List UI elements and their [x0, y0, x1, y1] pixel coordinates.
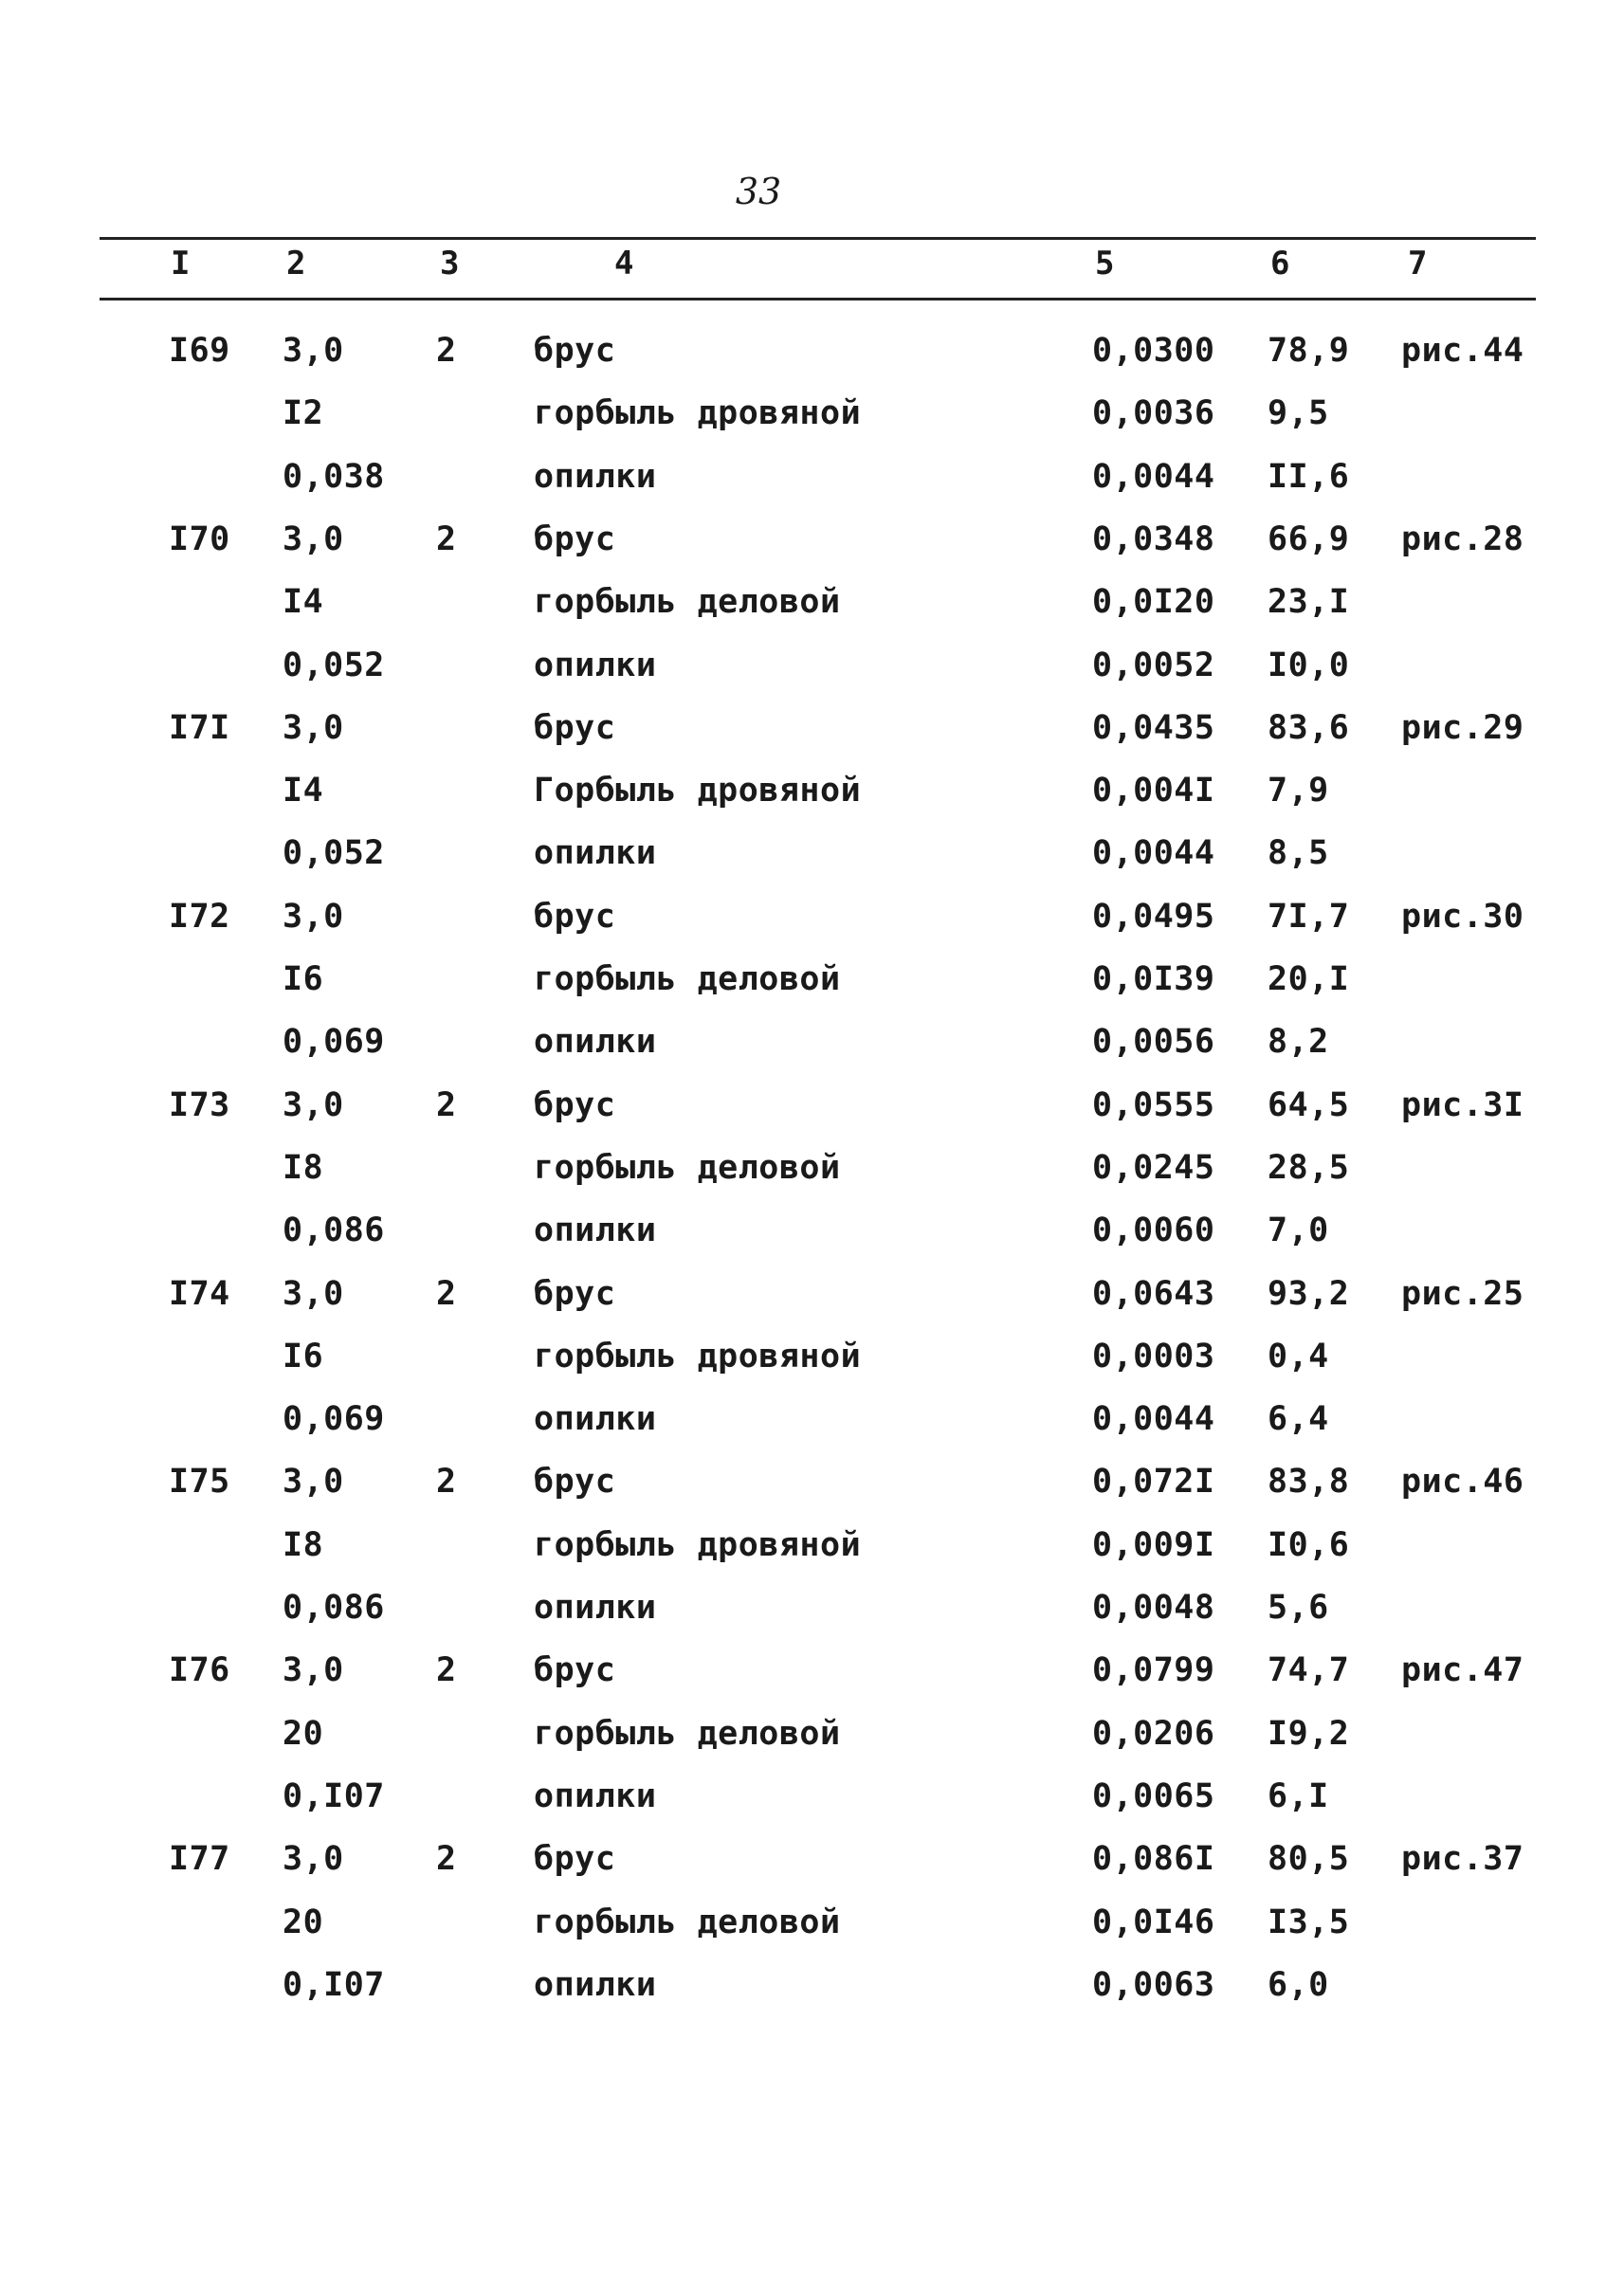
- table-cell: 83,8: [1268, 1463, 1350, 1501]
- table-cell: рис.28: [1401, 520, 1524, 558]
- table-cell: брус: [534, 332, 616, 370]
- table-cell: 3,0: [283, 1840, 344, 1878]
- table-cell: 7I,7: [1268, 898, 1350, 936]
- table-cell: 2: [436, 332, 457, 370]
- table-cell: 0,004I: [1092, 772, 1215, 810]
- table-cell: 0,0245: [1092, 1149, 1215, 1187]
- table-cell: 3,0: [283, 332, 344, 370]
- column-header-2: 2: [286, 245, 306, 282]
- table-cell: 0,0555: [1092, 1086, 1215, 1124]
- table-cell: 6,4: [1268, 1400, 1329, 1438]
- table-cell: 3,0: [283, 520, 344, 558]
- table-cell: 0,I07: [283, 1777, 385, 1815]
- table-cell: рис.46: [1401, 1463, 1524, 1501]
- table-cell: брус: [534, 1840, 616, 1878]
- table-cell: 2: [436, 1840, 457, 1878]
- table-cell: 0,086: [283, 1211, 385, 1249]
- column-header-6: 6: [1270, 245, 1290, 282]
- table-cell: 0,072I: [1092, 1463, 1215, 1501]
- table-cell: брус: [534, 520, 616, 558]
- table-cell: I76: [169, 1651, 230, 1689]
- table-cell: рис.37: [1401, 1840, 1524, 1878]
- table-cell: горбыль деловой: [534, 1149, 841, 1187]
- table-cell: 2: [436, 520, 457, 558]
- table-cell: рис.47: [1401, 1651, 1524, 1689]
- table-cell: 3,0: [283, 898, 344, 936]
- table-cell: I8: [283, 1526, 324, 1564]
- table-cell: 0,0300: [1092, 332, 1215, 370]
- table-cell: брус: [534, 709, 616, 747]
- table-cell: 0,086: [283, 1589, 385, 1627]
- table-cell: I2: [283, 394, 324, 432]
- table-cell: 9,5: [1268, 394, 1329, 432]
- table-cell: I7I: [169, 709, 230, 747]
- table-cell: опилки: [534, 1400, 657, 1438]
- table-cell: 78,9: [1268, 332, 1350, 370]
- page-number: 33: [735, 171, 782, 212]
- table-cell: I0,6: [1268, 1526, 1350, 1564]
- table-cell: I9,2: [1268, 1715, 1350, 1753]
- table-cell: 2: [436, 1086, 457, 1124]
- table-cell: I4: [283, 772, 324, 810]
- table-cell: I3,5: [1268, 1903, 1350, 1941]
- table-cell: горбыль дровяной: [534, 1338, 862, 1375]
- column-header-5: 5: [1095, 245, 1115, 282]
- table-cell: опилки: [534, 1589, 657, 1627]
- table-cell: рис.30: [1401, 898, 1524, 936]
- table-cell: горбыль деловой: [534, 583, 841, 621]
- table-cell: 3,0: [283, 1086, 344, 1124]
- table-cell: опилки: [534, 834, 657, 872]
- table-cell: I6: [283, 960, 324, 998]
- table-cell: 0,0206: [1092, 1715, 1215, 1753]
- table-cell: 20: [283, 1715, 324, 1753]
- table-cell: 0,052: [283, 647, 385, 684]
- table-cell: 0,009I: [1092, 1526, 1215, 1564]
- table-cell: 6,I: [1268, 1777, 1329, 1815]
- table-cell: опилки: [534, 458, 657, 496]
- column-header-7: 7: [1408, 245, 1428, 282]
- table-cell: 0,069: [283, 1400, 385, 1438]
- table-header-rule: [100, 298, 1536, 301]
- table-cell: I6: [283, 1338, 324, 1375]
- table-cell: 20: [283, 1903, 324, 1941]
- table-cell: 0,0065: [1092, 1777, 1215, 1815]
- table-cell: I75: [169, 1463, 230, 1501]
- table-cell: I4: [283, 583, 324, 621]
- table-cell: 0,0435: [1092, 709, 1215, 747]
- table-cell: 28,5: [1268, 1149, 1350, 1187]
- table-cell: опилки: [534, 1966, 657, 2004]
- table-cell: 0,0044: [1092, 458, 1215, 496]
- table-cell: 0,0044: [1092, 1400, 1215, 1438]
- table-cell: 80,5: [1268, 1840, 1350, 1878]
- table-cell: 0,0003: [1092, 1338, 1215, 1375]
- table-cell: опилки: [534, 1023, 657, 1061]
- table-cell: II,6: [1268, 458, 1350, 496]
- table-cell: 0,0036: [1092, 394, 1215, 432]
- table-cell: 0,052: [283, 834, 385, 872]
- table-cell: 0,038: [283, 458, 385, 496]
- table-cell: 3,0: [283, 1275, 344, 1313]
- table-cell: горбыль деловой: [534, 960, 841, 998]
- table-cell: 0,0063: [1092, 1966, 1215, 2004]
- table-cell: I72: [169, 898, 230, 936]
- table-cell: 0,0799: [1092, 1651, 1215, 1689]
- table-cell: 8,2: [1268, 1023, 1329, 1061]
- column-header-4: 4: [614, 245, 634, 282]
- table-cell: 20,I: [1268, 960, 1350, 998]
- table-cell: 6,0: [1268, 1966, 1329, 2004]
- table-cell: 74,7: [1268, 1651, 1350, 1689]
- table-cell: 23,I: [1268, 583, 1350, 621]
- table-cell: 0,0048: [1092, 1589, 1215, 1627]
- table-cell: опилки: [534, 647, 657, 684]
- table-cell: 0,0044: [1092, 834, 1215, 872]
- table-cell: 93,2: [1268, 1275, 1350, 1313]
- table-cell: рис.44: [1401, 332, 1524, 370]
- table-cell: опилки: [534, 1211, 657, 1249]
- table-cell: 2: [436, 1275, 457, 1313]
- table-cell: рис.29: [1401, 709, 1524, 747]
- table-cell: 0,0I39: [1092, 960, 1215, 998]
- table-cell: 3,0: [283, 1463, 344, 1501]
- table-cell: 83,6: [1268, 709, 1350, 747]
- table-cell: I73: [169, 1086, 230, 1124]
- table-cell: 0,086I: [1092, 1840, 1215, 1878]
- table-cell: Горбыль дровяной: [534, 772, 862, 810]
- table-cell: 0,0052: [1092, 647, 1215, 684]
- table-cell: опилки: [534, 1777, 657, 1815]
- table-cell: 2: [436, 1651, 457, 1689]
- table-cell: 3,0: [283, 1651, 344, 1689]
- table-cell: I69: [169, 332, 230, 370]
- table-cell: 0,069: [283, 1023, 385, 1061]
- table-cell: 0,0I20: [1092, 583, 1215, 621]
- table-cell: 0,0495: [1092, 898, 1215, 936]
- table-cell: 0,4: [1268, 1338, 1329, 1375]
- table-top-rule: [100, 237, 1536, 240]
- table-cell: 7,9: [1268, 772, 1329, 810]
- table-cell: 7,0: [1268, 1211, 1329, 1249]
- table-cell: I0,0: [1268, 647, 1350, 684]
- table-cell: 0,I07: [283, 1966, 385, 2004]
- table-cell: I77: [169, 1840, 230, 1878]
- table-cell: 0,0643: [1092, 1275, 1215, 1313]
- table-cell: горбыль деловой: [534, 1903, 841, 1941]
- table-cell: брус: [534, 898, 616, 936]
- table-cell: горбыль деловой: [534, 1715, 841, 1753]
- column-header-3: 3: [440, 245, 460, 282]
- table-cell: 66,9: [1268, 520, 1350, 558]
- table-cell: брус: [534, 1463, 616, 1501]
- table-cell: 0,0348: [1092, 520, 1215, 558]
- table-cell: 8,5: [1268, 834, 1329, 872]
- column-header-1: I: [171, 245, 191, 282]
- table-cell: 5,6: [1268, 1589, 1329, 1627]
- table-cell: 0,0I46: [1092, 1903, 1215, 1941]
- table-cell: горбыль дровяной: [534, 1526, 862, 1564]
- table-cell: брус: [534, 1275, 616, 1313]
- table-cell: 0,0060: [1092, 1211, 1215, 1249]
- table-cell: 3,0: [283, 709, 344, 747]
- table-cell: брус: [534, 1651, 616, 1689]
- table-cell: I74: [169, 1275, 230, 1313]
- table-cell: 2: [436, 1463, 457, 1501]
- table-cell: брус: [534, 1086, 616, 1124]
- table-cell: горбыль дровяной: [534, 394, 862, 432]
- table-cell: 0,0056: [1092, 1023, 1215, 1061]
- table-cell: рис.25: [1401, 1275, 1524, 1313]
- table-cell: 64,5: [1268, 1086, 1350, 1124]
- table-cell: рис.3I: [1401, 1086, 1524, 1124]
- table-cell: I8: [283, 1149, 324, 1187]
- table-cell: I70: [169, 520, 230, 558]
